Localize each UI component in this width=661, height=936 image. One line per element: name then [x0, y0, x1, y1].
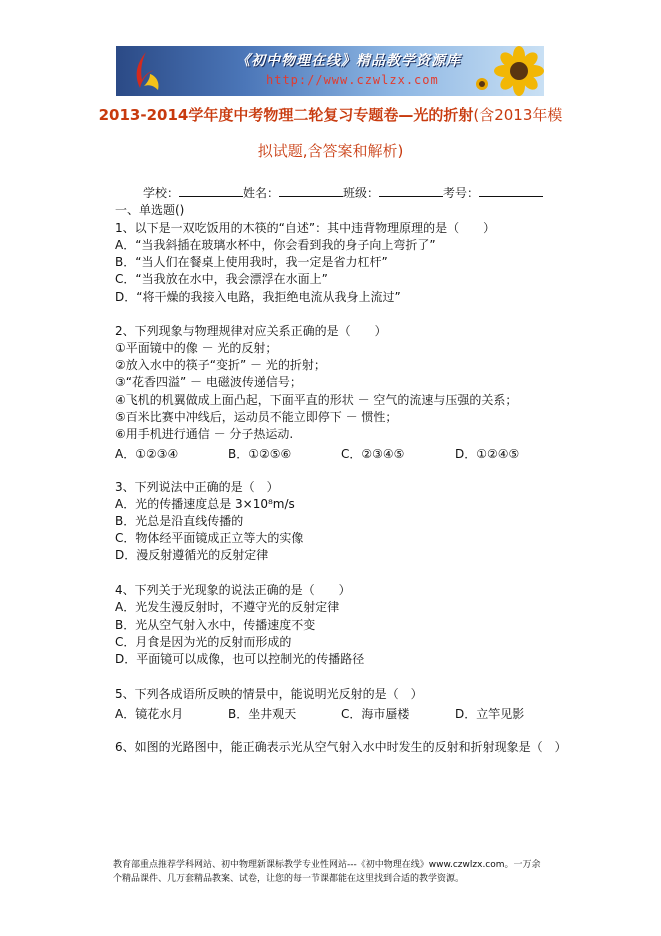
question-3-stem: 3、下列说法中正确的是（ ）: [115, 480, 279, 494]
question-5-option-a: A．镜花水月: [115, 707, 184, 721]
question-2-stem: 2、下列现象与物理规律对应关系正确的是（ ）: [115, 324, 387, 338]
document-title-line-2: 拟试题,含答案和解析): [257, 142, 404, 160]
class-blank: [379, 184, 443, 197]
question-4-option-c: C．月食是因为光的反射而形成的: [115, 635, 292, 649]
question-4-stem: 4、下列关于光现象的说法正确的是（ ）: [115, 583, 351, 597]
name-blank: [279, 184, 343, 197]
question-5-option-b: B．坐井观天: [228, 707, 297, 721]
question-3-option-b: B．光总是沿直线传播的: [115, 514, 244, 528]
class-label: 班级：: [343, 186, 380, 200]
site-logo-icon: [128, 50, 164, 92]
question-2-item-4: ④飞机的机翼做成上面凸起，下面平直的形状 － 空气的流速与压强的关系；: [115, 393, 518, 407]
question-2-option-a: A．①②③④: [115, 447, 179, 461]
question-3-option-d: D．漫反射遵循光的反射定律: [115, 548, 269, 562]
question-1-option-a: A．“当我斜插在玻璃水杯中，你会看到我的身子向上弯折了”: [115, 238, 436, 252]
header-banner: [116, 46, 544, 96]
question-1-stem: 1、以下是一双吃饭用的木筷的“自述”：其中违背物理原理的是（ ）: [115, 221, 496, 235]
exam-number-label: 考号：: [443, 186, 480, 200]
exam-number-blank: [479, 184, 543, 197]
document-title-line-1: 2013-2014学年度中考物理二轮复习专题卷—光的折射(含2013年模: [98, 106, 563, 124]
question-4-option-d: D．平面镜可以成像，也可以控制光的传播路径: [115, 652, 365, 666]
footer-note: [113, 858, 563, 886]
question-3-option-c: C．物体经平面镜成正立等大的实像: [115, 531, 304, 545]
footer-line-1: 教育部重点推荐学科网站、初中物理新课标教学专业性网站---《初中物理在线》www.czwlzx.com。一万余: [113, 860, 541, 870]
question-5-option-d: D．立竿见影: [455, 707, 525, 721]
question-3-option-a: A．光的传播速度总是 3×10⁸m/s: [115, 497, 295, 511]
question-6-stem: 6、如图的光路图中，能正确表示光从空气射入水中时发生的反射和折射现象是（ ）: [115, 740, 567, 754]
school-blank: [179, 184, 243, 197]
question-2-option-b: B．①②⑤⑥: [228, 447, 292, 461]
banner-title: 《初中物理在线》精品教学资源库: [236, 53, 461, 69]
question-2-item-2: ②放入水中的筷子“变折” － 光的折射；: [115, 358, 326, 372]
question-1-option-c: C．“当我放在水中，我会漂浮在水面上”: [115, 272, 328, 286]
footer-line-2: 个精品课件、几万套精品教案、试卷，让您的每一节课都能在这里找到合适的教学资源。: [113, 874, 465, 884]
question-4-option-a: A．光发生漫反射时，不遵守光的反射定律: [115, 600, 340, 614]
question-1-option-b: B．“当人们在餐桌上使用我时，我一定是省力杠杆”: [115, 255, 388, 269]
question-2-item-1: ①平面镜中的像 － 光的反射；: [115, 341, 278, 355]
question-4-option-b: B．光从空气射入水中，传播速度不变: [115, 618, 316, 632]
question-2-option-c: C．②③④⑤: [341, 447, 405, 461]
name-label: 姓名：: [243, 186, 280, 200]
question-2-option-d: D．①②④⑤: [455, 447, 520, 461]
question-2-item-3: ③“花香四溢” － 电磁波传递信号；: [115, 375, 302, 389]
student-info-row: [143, 184, 543, 200]
sunflower-icon: [464, 46, 544, 96]
section-heading: 一、单选题(): [115, 203, 185, 217]
question-1-option-d: D．“将干燥的我接入电路，我拒绝电流从我身上流过”: [115, 290, 401, 304]
question-2-item-5: ⑤百米比赛中冲线后，运动员不能立即停下 － 惯性；: [115, 410, 398, 424]
question-5-option-c: C．海市蜃楼: [341, 707, 410, 721]
question-2-item-6: ⑥用手机进行通信 － 分子热运动.: [115, 427, 294, 441]
banner-url: http://www.czwlzx.com: [266, 73, 439, 87]
question-5-stem: 5、下列各成语所反映的情景中，能说明光反射的是（ ）: [115, 687, 423, 701]
school-label: 学校：: [143, 186, 180, 200]
